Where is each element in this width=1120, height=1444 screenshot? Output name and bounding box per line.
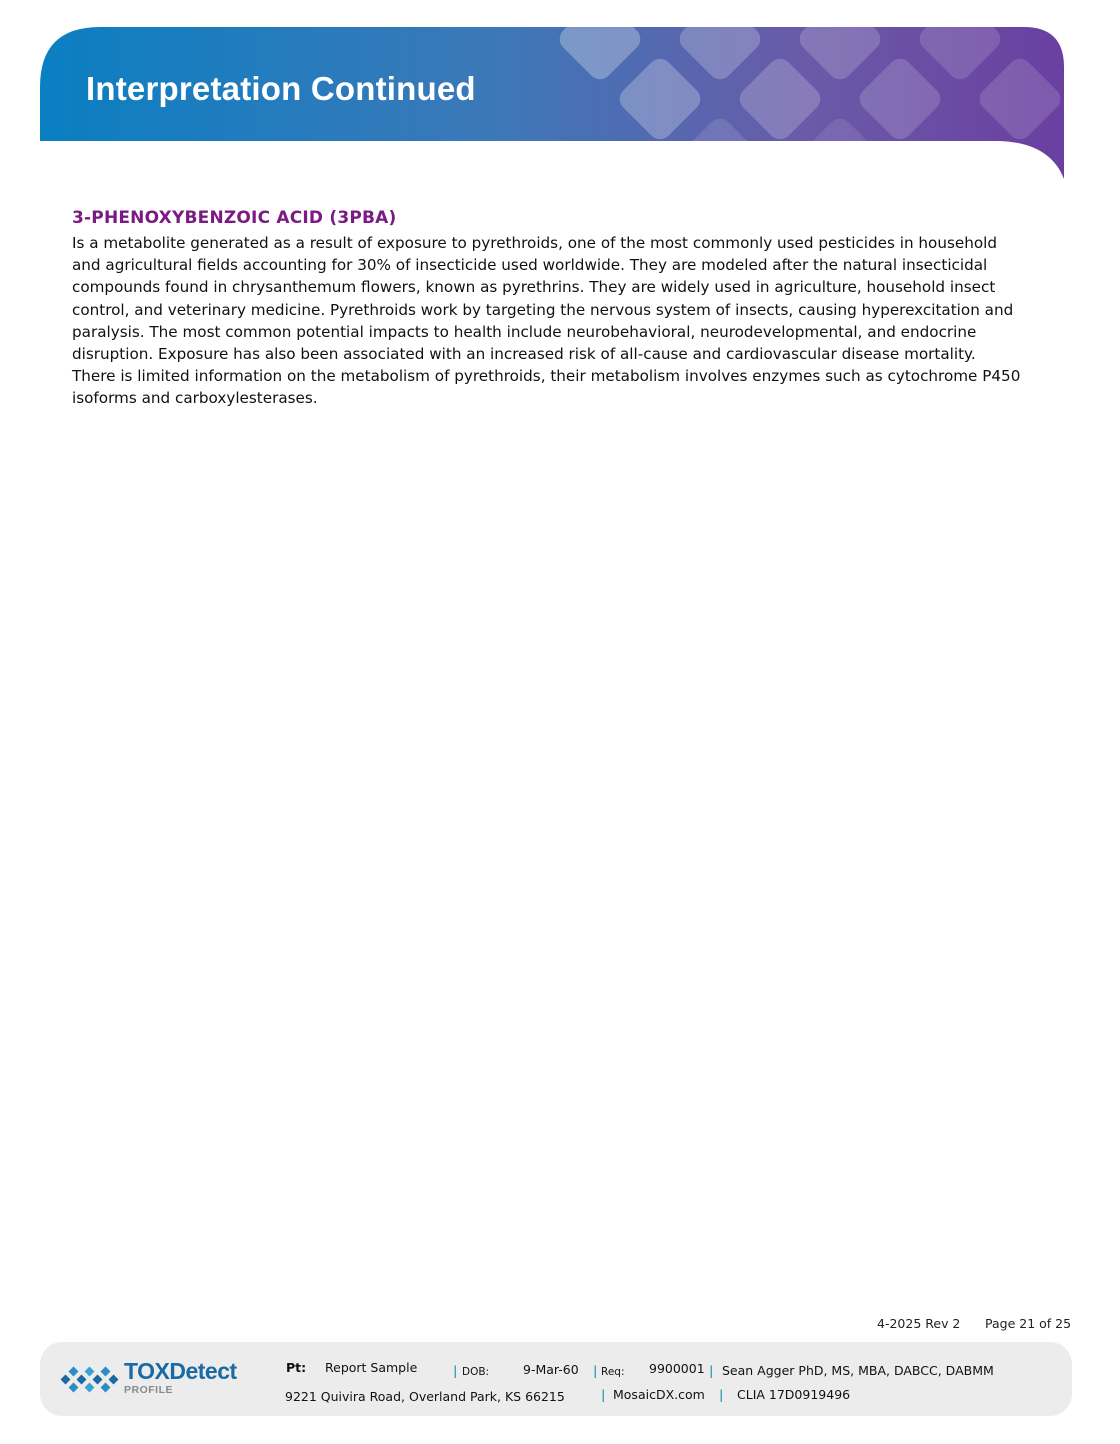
separator: | bbox=[601, 1387, 606, 1402]
req-label: Req: bbox=[601, 1366, 625, 1378]
lab-director: Sean Agger PhD, MS, MBA, DABCC, DABMM bbox=[722, 1363, 994, 1378]
req-value: 9900001 bbox=[649, 1361, 705, 1376]
patient-label: Pt: bbox=[286, 1360, 307, 1375]
separator: | bbox=[709, 1363, 714, 1378]
dob-value: 9-Mar-60 bbox=[523, 1362, 579, 1377]
dob-label: DOB: bbox=[462, 1366, 490, 1378]
revision-label: 4-2025 Rev 2 bbox=[877, 1316, 961, 1331]
toxdetect-logo-icon bbox=[60, 1362, 120, 1398]
clia-number: CLIA 17D0919496 bbox=[737, 1387, 851, 1402]
section-title: 3-PHENOXYBENZOIC ACID (3PBA) bbox=[72, 208, 397, 228]
page-number: Page 21 of 25 bbox=[985, 1316, 1072, 1331]
footer-bar bbox=[40, 1342, 1072, 1416]
logo-subtitle: PROFILE bbox=[124, 1384, 174, 1396]
website-link[interactable]: MosaicDX.com bbox=[613, 1387, 705, 1402]
logo-name: TOXDetect bbox=[124, 1358, 237, 1384]
patient-value: Report Sample bbox=[325, 1360, 418, 1375]
section-body: Is a metabolite generated as a result of exposure to pyrethroids, one of the most commonly used pesticides in household and agricultural fields accounting for 30% of insecticide used worldwide. They are modeled after the natural insecticidal compounds found in chrysanthemum flowers, known as pyrethrins. They are widely used in agriculture, household insect control, and veterinary medicine. Pyrethroids work by targeting the nervous system of insects, causing hyperexcitation and paralysis. The most common potential impacts to health include neurobehavioral, neurodevelopmental, and endocrine disruption. Exposure has also been associated with an increased risk of all-cause and cardiovascular disease mortality. There is limited information on the metabolism of pyrethroids, their metabolism involves enzymes such as cytochrome P450 isoforms and carboxylesterases. bbox=[72, 234, 1021, 408]
interpretation-section bbox=[72, 208, 1022, 410]
separator: | bbox=[719, 1387, 724, 1402]
separator: | bbox=[593, 1363, 598, 1378]
separator: | bbox=[453, 1363, 458, 1378]
page-title: Interpretation Continued bbox=[86, 70, 476, 107]
lab-address: 9221 Quivira Road, Overland Park, KS 66215 bbox=[285, 1389, 565, 1404]
